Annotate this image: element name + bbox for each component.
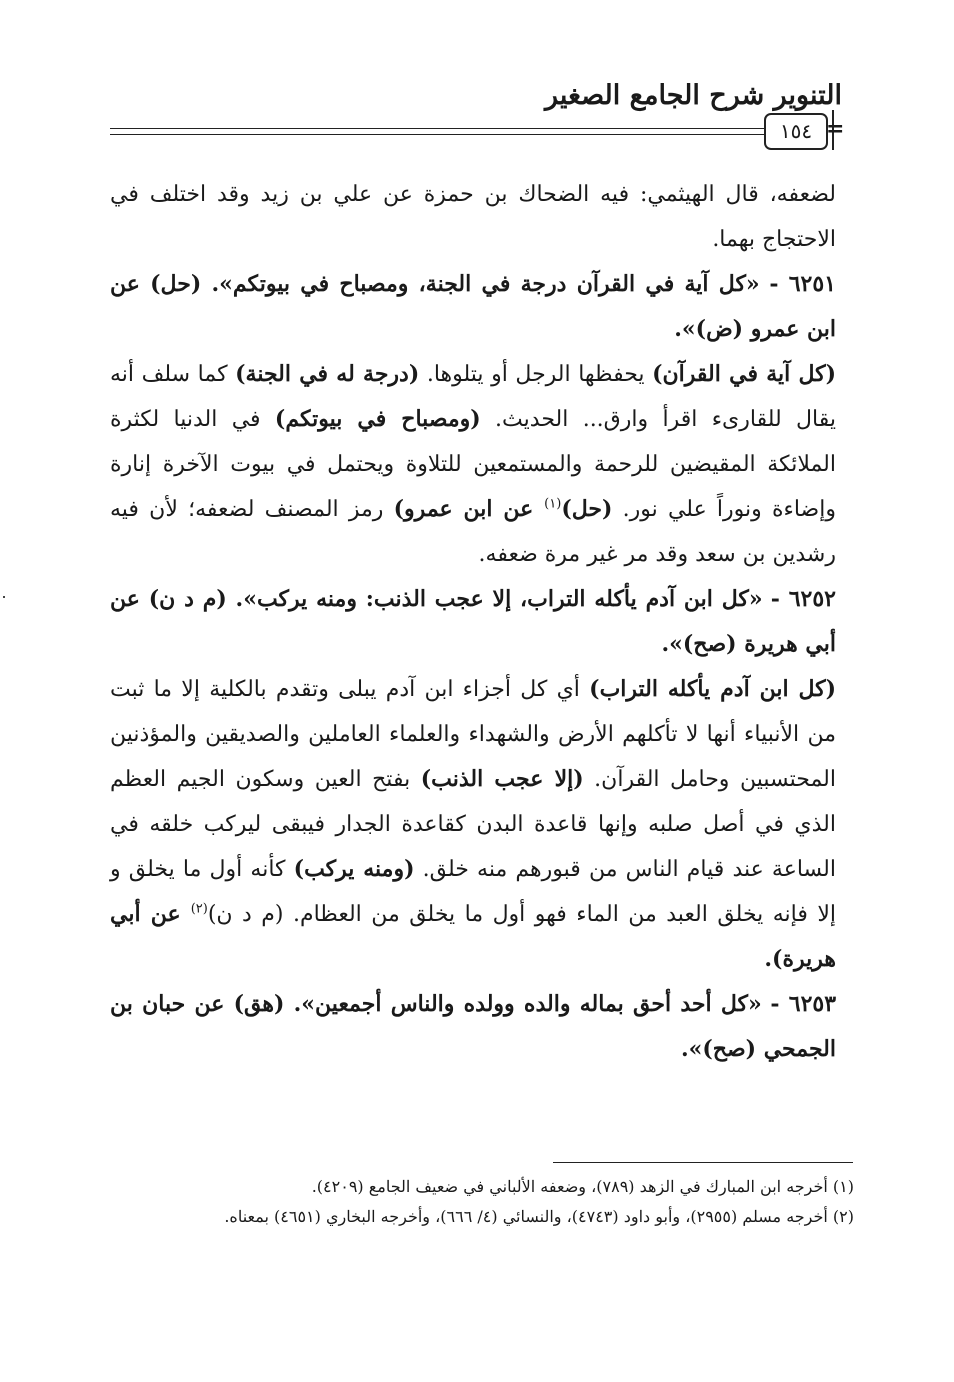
commentary-6252 — [110, 667, 836, 982]
commentary-text: كأنه أول ما يخلق و إلا فإنه يخلق العبد من الماء فهو أول ما يخلق من العظام. (م د ن) — [110, 857, 836, 927]
commentary-phrase: (كل ابن آدم يأكله التراب) — [589, 676, 836, 702]
commentary-phrase: (إلا عجب الذنب) — [420, 766, 584, 792]
hadith-text: «كل آية في القرآن درجة في الجنة، ومصباح في بيوتكم». (حل) عن ابن عمرو (ض)». — [110, 271, 836, 342]
hadith-text: «كل ابن آدم يأكله التراب، إلا عجب الذنب: ومنه يركب». (م د ن) عن أبي هريرة (صح)». — [110, 586, 836, 657]
running-title: التنوير شرح الجامع الصغير — [545, 80, 842, 111]
commentary-text: بفتح العين وسكون الجيم العظم الذي في أصل صلبه وإنها قاعدة البدن كقاعدة الجدار فيبقى ليركب خلقه في الساعة عند قيام الناس من قبورهم منه خلق. — [110, 767, 836, 882]
hadith-6253 — [110, 982, 836, 1072]
commentary-phrase: (حل) — [561, 496, 613, 522]
scan-artifact — [3, 596, 5, 598]
footnote-2: (٢) أخرجه مسلم (٢٩٥٥)، وأبو داود (٤٧٤٣)، والنسائي (٤/ ٦٦٦)، وأخرجه البخاري (٤٦٥١) بمعناه. — [224, 1207, 854, 1226]
hadith-number: ٦٢٥٣ - — [770, 991, 837, 1017]
commentary-phrase: (درجة له في الجنة) — [235, 361, 420, 387]
page-number: ١٥٤ — [764, 113, 828, 150]
hadith-text: «كل أحد أحق بماله والده وولده والناس أجمعين». (هق) عن حبان بن الجمحي (صح)». — [110, 991, 836, 1062]
paragraph-continuation: لضعفه، قال الهيثمي: فيه الضحاك بن حمزة عن علي بن زيد وقد اختلف في الاحتجاج بهما. — [110, 182, 836, 252]
footnote-ref-2[interactable]: (٢) — [190, 901, 208, 917]
commentary-6251 — [110, 352, 836, 577]
commentary-text: في الدنيا لكثرة الملائكة المقيضين للرحمة والمستمعين للتلاوة ويحتمل في بيوت الآخرة إنارة وإضاءة ونوراً علي نور. — [110, 407, 836, 522]
hadith-number: ٦٢٥١ - — [769, 271, 836, 297]
main-text — [110, 172, 836, 1072]
commentary-text: رمز المصنف لضعفه؛ لأن فيه رشدين بن سعد وقد مر غير مرة ضعفه. — [110, 497, 836, 567]
footnote-ref-1[interactable]: (١) — [544, 496, 562, 512]
footnotes — [110, 1172, 854, 1232]
commentary-phrase: عن أبي هريرة). — [110, 901, 836, 972]
header-ornament: = — [826, 116, 845, 142]
hadith-6251 — [110, 262, 836, 352]
hadith-number: ٦٢٥٢ - — [770, 586, 836, 612]
footnote-separator — [553, 1162, 853, 1163]
commentary-phrase: عن ابن عمرو) — [393, 496, 545, 522]
commentary-phrase: (كل آية في القرآن) — [652, 361, 836, 387]
commentary-phrase: (ومنه يركب) — [293, 856, 415, 882]
commentary-phrase: (ومصباح في بيوتكم) — [274, 406, 481, 432]
footnote-1: (١) أخرجه ابن المبارك في الزهد (٧٨٩)، وضعفه الألباني في ضعيف الجامع (٤٢٠٩). — [311, 1177, 854, 1196]
commentary-text: أي كل أجزاء ابن آدم يبلى وتقدم بالكلية إلا ما ثبت من الأنبياء أنها لا تأكلهم الأرض والشهداء والعلماء العاملين والصديقين والمؤذنين المحتسبين وحامل القرآن. — [110, 677, 836, 792]
header-double-rule — [110, 128, 810, 135]
commentary-text: كما سلف أنه يقال للقارىء اقرأ وارق... الحديث. — [110, 362, 836, 432]
commentary-text: يحفظها الرجل أو يتلوها. — [419, 362, 653, 387]
hadith-6252 — [110, 577, 836, 667]
